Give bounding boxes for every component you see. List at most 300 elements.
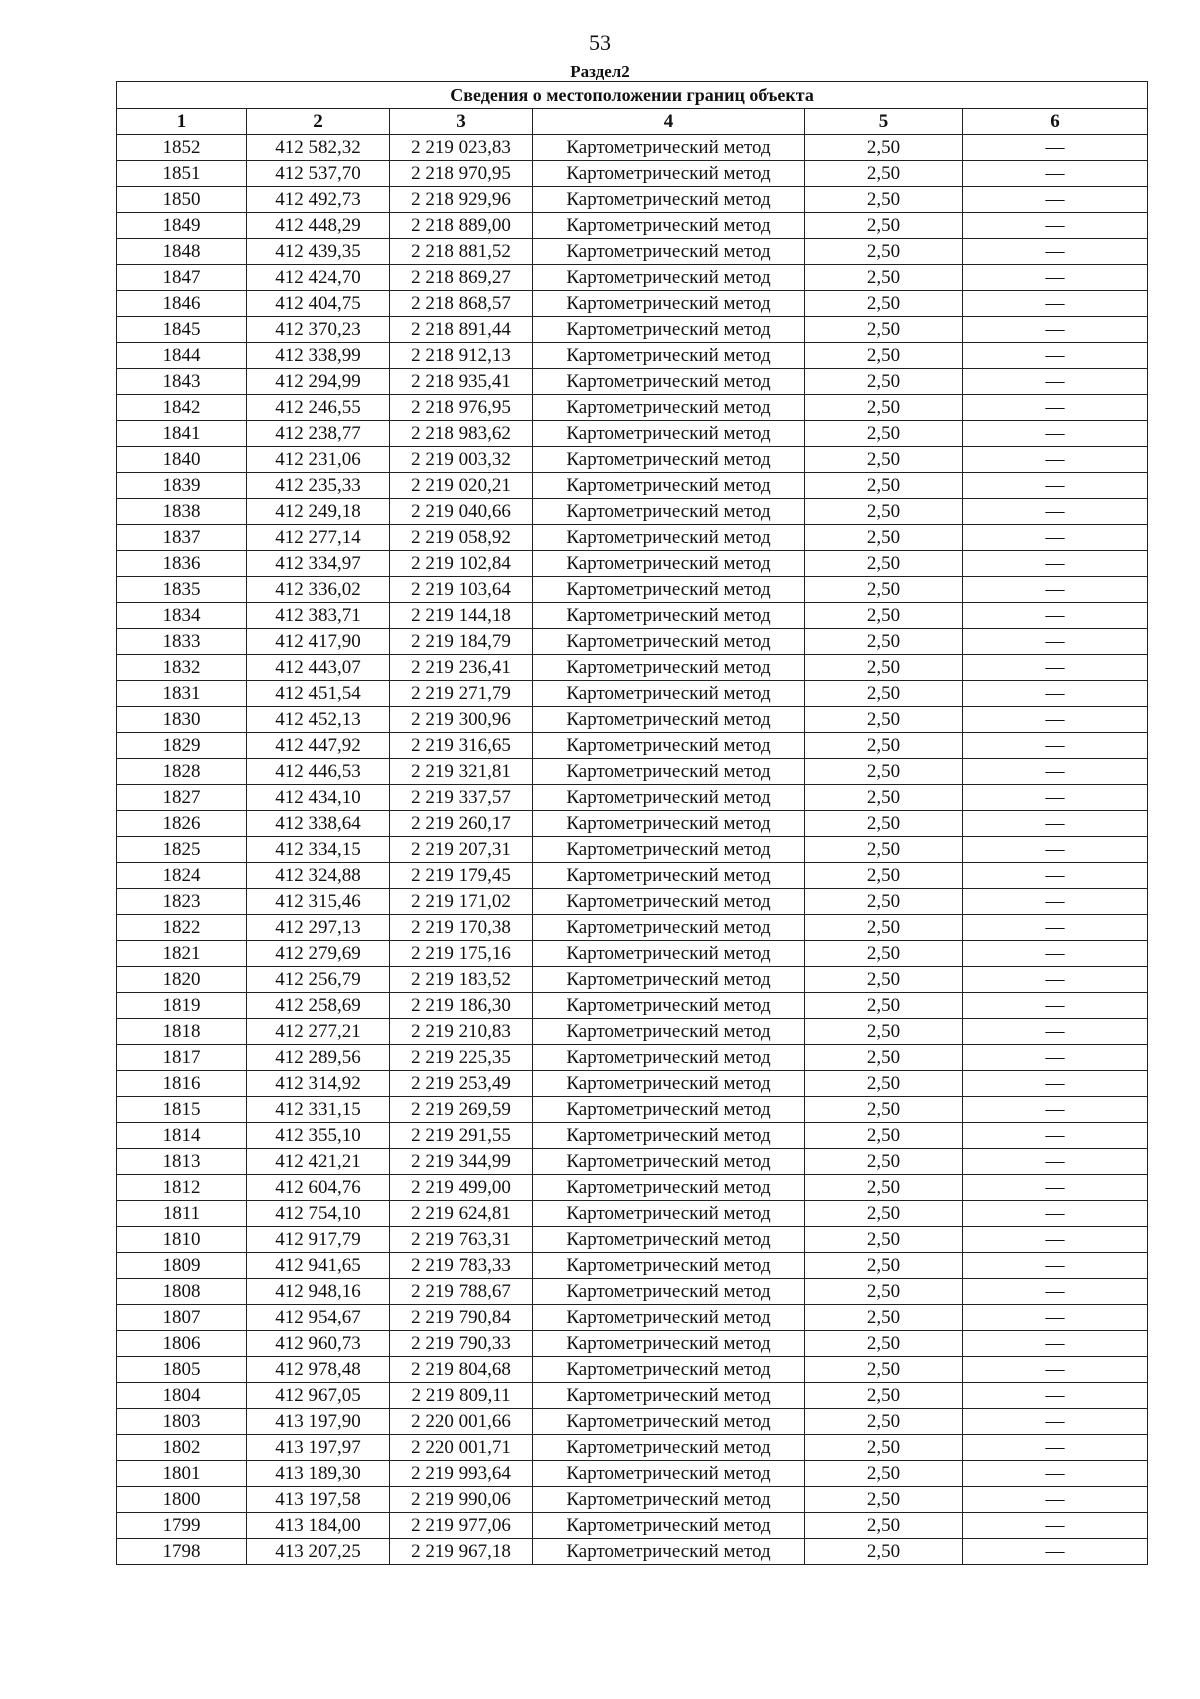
column-header: 6 bbox=[963, 109, 1148, 135]
x-coordinate-cell: 412 447,92 bbox=[247, 733, 390, 759]
method-cell: Картометрический метод bbox=[533, 1461, 805, 1487]
point-number-cell: 1826 bbox=[117, 811, 247, 837]
table-row bbox=[117, 1123, 1148, 1149]
method-cell: Картометрический метод bbox=[533, 1253, 805, 1279]
point-number-cell: 1805 bbox=[117, 1357, 247, 1383]
accuracy-cell: 2,50 bbox=[805, 733, 963, 759]
method-cell: Картометрический метод bbox=[533, 213, 805, 239]
y-coordinate-cell: 2 219 271,79 bbox=[390, 681, 533, 707]
point-number-cell: 1822 bbox=[117, 915, 247, 941]
method-cell: Картометрический метод bbox=[533, 967, 805, 993]
description-cell: — bbox=[963, 1331, 1148, 1357]
y-coordinate-cell: 2 219 253,49 bbox=[390, 1071, 533, 1097]
description-cell: — bbox=[963, 1071, 1148, 1097]
point-number-cell: 1800 bbox=[117, 1487, 247, 1513]
table-row bbox=[117, 1357, 1148, 1383]
x-coordinate-cell: 412 448,29 bbox=[247, 213, 390, 239]
point-number-cell: 1848 bbox=[117, 239, 247, 265]
table-row bbox=[117, 1227, 1148, 1253]
y-coordinate-cell: 2 218 881,52 bbox=[390, 239, 533, 265]
x-coordinate-cell: 412 334,15 bbox=[247, 837, 390, 863]
x-coordinate-cell: 412 314,92 bbox=[247, 1071, 390, 1097]
y-coordinate-cell: 2 219 170,38 bbox=[390, 915, 533, 941]
accuracy-cell: 2,50 bbox=[805, 1461, 963, 1487]
point-number-cell: 1840 bbox=[117, 447, 247, 473]
table-row bbox=[117, 213, 1148, 239]
y-coordinate-cell: 2 219 790,33 bbox=[390, 1331, 533, 1357]
accuracy-cell: 2,50 bbox=[805, 447, 963, 473]
method-cell: Картометрический метод bbox=[533, 707, 805, 733]
method-cell: Картометрический метод bbox=[533, 369, 805, 395]
y-coordinate-cell: 2 219 499,00 bbox=[390, 1175, 533, 1201]
description-cell: — bbox=[963, 473, 1148, 499]
x-coordinate-cell: 412 231,06 bbox=[247, 447, 390, 473]
accuracy-cell: 2,50 bbox=[805, 993, 963, 1019]
method-cell: Картометрический метод bbox=[533, 785, 805, 811]
y-coordinate-cell: 2 218 868,57 bbox=[390, 291, 533, 317]
accuracy-cell: 2,50 bbox=[805, 343, 963, 369]
method-cell: Картометрический метод bbox=[533, 1409, 805, 1435]
table-row bbox=[117, 135, 1148, 161]
description-cell: — bbox=[963, 1383, 1148, 1409]
method-cell: Картометрический метод bbox=[533, 1305, 805, 1331]
y-coordinate-cell: 2 219 790,84 bbox=[390, 1305, 533, 1331]
point-number-cell: 1799 bbox=[117, 1513, 247, 1539]
x-coordinate-cell: 412 334,97 bbox=[247, 551, 390, 577]
y-coordinate-cell: 2 219 207,31 bbox=[390, 837, 533, 863]
description-cell: — bbox=[963, 499, 1148, 525]
point-number-cell: 1825 bbox=[117, 837, 247, 863]
method-cell: Картометрический метод bbox=[533, 889, 805, 915]
point-number-cell: 1814 bbox=[117, 1123, 247, 1149]
x-coordinate-cell: 412 967,05 bbox=[247, 1383, 390, 1409]
description-cell: — bbox=[963, 707, 1148, 733]
point-number-cell: 1849 bbox=[117, 213, 247, 239]
accuracy-cell: 2,50 bbox=[805, 577, 963, 603]
method-cell: Картометрический метод bbox=[533, 1097, 805, 1123]
point-number-cell: 1828 bbox=[117, 759, 247, 785]
table-row bbox=[117, 967, 1148, 993]
accuracy-cell: 2,50 bbox=[805, 1175, 963, 1201]
y-coordinate-cell: 2 219 183,52 bbox=[390, 967, 533, 993]
method-cell: Картометрический метод bbox=[533, 525, 805, 551]
method-cell: Картометрический метод bbox=[533, 1045, 805, 1071]
y-coordinate-cell: 2 218 935,41 bbox=[390, 369, 533, 395]
y-coordinate-cell: 2 219 990,06 bbox=[390, 1487, 533, 1513]
y-coordinate-cell: 2 219 184,79 bbox=[390, 629, 533, 655]
x-coordinate-cell: 413 197,97 bbox=[247, 1435, 390, 1461]
x-coordinate-cell: 412 279,69 bbox=[247, 941, 390, 967]
x-coordinate-cell: 412 235,33 bbox=[247, 473, 390, 499]
x-coordinate-cell: 412 404,75 bbox=[247, 291, 390, 317]
point-number-cell: 1815 bbox=[117, 1097, 247, 1123]
table-row bbox=[117, 265, 1148, 291]
y-coordinate-cell: 2 219 020,21 bbox=[390, 473, 533, 499]
method-cell: Картометрический метод bbox=[533, 317, 805, 343]
description-cell: — bbox=[963, 577, 1148, 603]
method-cell: Картометрический метод bbox=[533, 187, 805, 213]
y-coordinate-cell: 2 219 144,18 bbox=[390, 603, 533, 629]
method-cell: Картометрический метод bbox=[533, 811, 805, 837]
y-coordinate-cell: 2 219 788,67 bbox=[390, 1279, 533, 1305]
x-coordinate-cell: 412 324,88 bbox=[247, 863, 390, 889]
description-cell: — bbox=[963, 1019, 1148, 1045]
point-number-cell: 1833 bbox=[117, 629, 247, 655]
accuracy-cell: 2,50 bbox=[805, 213, 963, 239]
x-coordinate-cell: 412 338,64 bbox=[247, 811, 390, 837]
x-coordinate-cell: 412 417,90 bbox=[247, 629, 390, 655]
table-row bbox=[117, 1071, 1148, 1097]
x-coordinate-cell: 412 492,73 bbox=[247, 187, 390, 213]
x-coordinate-cell: 412 446,53 bbox=[247, 759, 390, 785]
method-cell: Картометрический метод bbox=[533, 577, 805, 603]
x-coordinate-cell: 412 978,48 bbox=[247, 1357, 390, 1383]
y-coordinate-cell: 2 219 291,55 bbox=[390, 1123, 533, 1149]
accuracy-cell: 2,50 bbox=[805, 1435, 963, 1461]
description-cell: — bbox=[963, 759, 1148, 785]
section-label: Раздел2 bbox=[570, 62, 630, 81]
y-coordinate-cell: 2 219 809,11 bbox=[390, 1383, 533, 1409]
y-coordinate-cell: 2 219 316,65 bbox=[390, 733, 533, 759]
accuracy-cell: 2,50 bbox=[805, 629, 963, 655]
y-coordinate-cell: 2 219 321,81 bbox=[390, 759, 533, 785]
x-coordinate-cell: 412 289,56 bbox=[247, 1045, 390, 1071]
description-cell: — bbox=[963, 239, 1148, 265]
point-number-cell: 1846 bbox=[117, 291, 247, 317]
description-cell: — bbox=[963, 1539, 1148, 1565]
x-coordinate-cell: 412 256,79 bbox=[247, 967, 390, 993]
table-row bbox=[117, 889, 1148, 915]
x-coordinate-cell: 413 197,58 bbox=[247, 1487, 390, 1513]
y-coordinate-cell: 2 219 337,57 bbox=[390, 785, 533, 811]
method-cell: Картометрический метод bbox=[533, 1539, 805, 1565]
description-cell: — bbox=[963, 811, 1148, 837]
x-coordinate-cell: 412 421,21 bbox=[247, 1149, 390, 1175]
description-cell: — bbox=[963, 967, 1148, 993]
table-row bbox=[117, 291, 1148, 317]
table-title: Сведения о местоположении границ объекта bbox=[117, 82, 1148, 109]
accuracy-cell: 2,50 bbox=[805, 1019, 963, 1045]
method-cell: Картометрический метод bbox=[533, 291, 805, 317]
method-cell: Картометрический метод bbox=[533, 1435, 805, 1461]
y-coordinate-cell: 2 219 003,32 bbox=[390, 447, 533, 473]
accuracy-cell: 2,50 bbox=[805, 967, 963, 993]
y-coordinate-cell: 2 219 804,68 bbox=[390, 1357, 533, 1383]
y-coordinate-cell: 2 219 186,30 bbox=[390, 993, 533, 1019]
description-cell: — bbox=[963, 941, 1148, 967]
description-cell: — bbox=[963, 1461, 1148, 1487]
table-row bbox=[117, 811, 1148, 837]
table-row bbox=[117, 1149, 1148, 1175]
point-number-cell: 1837 bbox=[117, 525, 247, 551]
y-coordinate-cell: 2 219 058,92 bbox=[390, 525, 533, 551]
description-cell: — bbox=[963, 1357, 1148, 1383]
description-cell: — bbox=[963, 1279, 1148, 1305]
point-number-cell: 1816 bbox=[117, 1071, 247, 1097]
method-cell: Картометрический метод bbox=[533, 1201, 805, 1227]
accuracy-cell: 2,50 bbox=[805, 811, 963, 837]
table-row bbox=[117, 733, 1148, 759]
method-cell: Картометрический метод bbox=[533, 551, 805, 577]
table-row bbox=[117, 1045, 1148, 1071]
column-header: 3 bbox=[390, 109, 533, 135]
method-cell: Картометрический метод bbox=[533, 1331, 805, 1357]
table-row bbox=[117, 343, 1148, 369]
description-cell: — bbox=[963, 395, 1148, 421]
table-row bbox=[117, 941, 1148, 967]
description-cell: — bbox=[963, 161, 1148, 187]
table-row bbox=[117, 369, 1148, 395]
method-cell: Картометрический метод bbox=[533, 1279, 805, 1305]
x-coordinate-cell: 412 537,70 bbox=[247, 161, 390, 187]
table-title-row bbox=[117, 82, 1148, 109]
method-cell: Картометрический метод bbox=[533, 1019, 805, 1045]
column-header: 5 bbox=[805, 109, 963, 135]
point-number-cell: 1813 bbox=[117, 1149, 247, 1175]
y-coordinate-cell: 2 219 236,41 bbox=[390, 655, 533, 681]
point-number-cell: 1852 bbox=[117, 135, 247, 161]
description-cell: — bbox=[963, 343, 1148, 369]
point-number-cell: 1844 bbox=[117, 343, 247, 369]
x-coordinate-cell: 413 207,25 bbox=[247, 1539, 390, 1565]
point-number-cell: 1843 bbox=[117, 369, 247, 395]
x-coordinate-cell: 413 189,30 bbox=[247, 1461, 390, 1487]
table-row bbox=[117, 837, 1148, 863]
y-coordinate-cell: 2 219 175,16 bbox=[390, 941, 533, 967]
description-cell: — bbox=[963, 889, 1148, 915]
table-row bbox=[117, 447, 1148, 473]
point-number-cell: 1807 bbox=[117, 1305, 247, 1331]
table-row bbox=[117, 603, 1148, 629]
y-coordinate-cell: 2 219 300,96 bbox=[390, 707, 533, 733]
point-number-cell: 1820 bbox=[117, 967, 247, 993]
table-row bbox=[117, 1305, 1148, 1331]
table-row bbox=[117, 551, 1148, 577]
table-row bbox=[117, 1253, 1148, 1279]
accuracy-cell: 2,50 bbox=[805, 681, 963, 707]
y-coordinate-cell: 2 219 103,64 bbox=[390, 577, 533, 603]
table-row bbox=[117, 1435, 1148, 1461]
table-row bbox=[117, 1487, 1148, 1513]
x-coordinate-cell: 412 582,32 bbox=[247, 135, 390, 161]
point-number-cell: 1830 bbox=[117, 707, 247, 733]
point-number-cell: 1851 bbox=[117, 161, 247, 187]
table-row bbox=[117, 525, 1148, 551]
method-cell: Картометрический метод bbox=[533, 1149, 805, 1175]
y-coordinate-cell: 2 220 001,71 bbox=[390, 1435, 533, 1461]
table-row bbox=[117, 759, 1148, 785]
y-coordinate-cell: 2 218 976,95 bbox=[390, 395, 533, 421]
method-cell: Картометрический метод bbox=[533, 239, 805, 265]
description-cell: — bbox=[963, 1487, 1148, 1513]
x-coordinate-cell: 412 424,70 bbox=[247, 265, 390, 291]
table-row bbox=[117, 1097, 1148, 1123]
y-coordinate-cell: 2 218 929,96 bbox=[390, 187, 533, 213]
method-cell: Картометрический метод bbox=[533, 135, 805, 161]
description-cell: — bbox=[963, 1123, 1148, 1149]
accuracy-cell: 2,50 bbox=[805, 1305, 963, 1331]
accuracy-cell: 2,50 bbox=[805, 239, 963, 265]
table-row bbox=[117, 863, 1148, 889]
method-cell: Картометрический метод bbox=[533, 421, 805, 447]
table-row bbox=[117, 395, 1148, 421]
x-coordinate-cell: 412 954,67 bbox=[247, 1305, 390, 1331]
description-cell: — bbox=[963, 785, 1148, 811]
description-cell: — bbox=[963, 317, 1148, 343]
x-coordinate-cell: 412 338,99 bbox=[247, 343, 390, 369]
description-cell: — bbox=[963, 1149, 1148, 1175]
description-cell: — bbox=[963, 603, 1148, 629]
description-cell: — bbox=[963, 187, 1148, 213]
point-number-cell: 1802 bbox=[117, 1435, 247, 1461]
x-coordinate-cell: 412 246,55 bbox=[247, 395, 390, 421]
x-coordinate-cell: 412 917,79 bbox=[247, 1227, 390, 1253]
method-cell: Картометрический метод bbox=[533, 1513, 805, 1539]
table-row bbox=[117, 473, 1148, 499]
description-cell: — bbox=[963, 1305, 1148, 1331]
accuracy-cell: 2,50 bbox=[805, 421, 963, 447]
description-cell: — bbox=[963, 265, 1148, 291]
method-cell: Картометрический метод bbox=[533, 1357, 805, 1383]
method-cell: Картометрический метод bbox=[533, 1383, 805, 1409]
method-cell: Картометрический метод bbox=[533, 837, 805, 863]
description-cell: — bbox=[963, 369, 1148, 395]
table-row bbox=[117, 993, 1148, 1019]
description-cell: — bbox=[963, 1435, 1148, 1461]
method-cell: Картометрический метод bbox=[533, 941, 805, 967]
y-coordinate-cell: 2 219 023,83 bbox=[390, 135, 533, 161]
description-cell: — bbox=[963, 1097, 1148, 1123]
point-number-cell: 1832 bbox=[117, 655, 247, 681]
x-coordinate-cell: 412 948,16 bbox=[247, 1279, 390, 1305]
description-cell: — bbox=[963, 993, 1148, 1019]
point-number-cell: 1810 bbox=[117, 1227, 247, 1253]
column-header: 1 bbox=[117, 109, 247, 135]
description-cell: — bbox=[963, 629, 1148, 655]
table-row bbox=[117, 1175, 1148, 1201]
y-coordinate-cell: 2 219 102,84 bbox=[390, 551, 533, 577]
accuracy-cell: 2,50 bbox=[805, 1123, 963, 1149]
accuracy-cell: 2,50 bbox=[805, 889, 963, 915]
accuracy-cell: 2,50 bbox=[805, 1097, 963, 1123]
table-row bbox=[117, 161, 1148, 187]
accuracy-cell: 2,50 bbox=[805, 837, 963, 863]
method-cell: Картометрический метод bbox=[533, 473, 805, 499]
accuracy-cell: 2,50 bbox=[805, 1331, 963, 1357]
accuracy-cell: 2,50 bbox=[805, 1149, 963, 1175]
accuracy-cell: 2,50 bbox=[805, 525, 963, 551]
point-number-cell: 1823 bbox=[117, 889, 247, 915]
y-coordinate-cell: 2 219 260,17 bbox=[390, 811, 533, 837]
accuracy-cell: 2,50 bbox=[805, 603, 963, 629]
accuracy-cell: 2,50 bbox=[805, 551, 963, 577]
point-number-cell: 1842 bbox=[117, 395, 247, 421]
method-cell: Картометрический метод bbox=[533, 499, 805, 525]
description-cell: — bbox=[963, 863, 1148, 889]
description-cell: — bbox=[963, 837, 1148, 863]
point-number-cell: 1845 bbox=[117, 317, 247, 343]
point-number-cell: 1831 bbox=[117, 681, 247, 707]
y-coordinate-cell: 2 219 225,35 bbox=[390, 1045, 533, 1071]
x-coordinate-cell: 412 355,10 bbox=[247, 1123, 390, 1149]
table-row bbox=[117, 915, 1148, 941]
description-cell: — bbox=[963, 1227, 1148, 1253]
x-coordinate-cell: 412 754,10 bbox=[247, 1201, 390, 1227]
accuracy-cell: 2,50 bbox=[805, 1201, 963, 1227]
method-cell: Картометрический метод bbox=[533, 1175, 805, 1201]
y-coordinate-cell: 2 219 179,45 bbox=[390, 863, 533, 889]
y-coordinate-cell: 2 218 983,62 bbox=[390, 421, 533, 447]
y-coordinate-cell: 2 219 344,99 bbox=[390, 1149, 533, 1175]
accuracy-cell: 2,50 bbox=[805, 1279, 963, 1305]
accuracy-cell: 2,50 bbox=[805, 369, 963, 395]
y-coordinate-cell: 2 220 001,66 bbox=[390, 1409, 533, 1435]
y-coordinate-cell: 2 218 869,27 bbox=[390, 265, 533, 291]
x-coordinate-cell: 412 297,13 bbox=[247, 915, 390, 941]
point-number-cell: 1806 bbox=[117, 1331, 247, 1357]
table-body bbox=[117, 135, 1148, 1565]
table-row bbox=[117, 655, 1148, 681]
method-cell: Картометрический метод bbox=[533, 733, 805, 759]
point-number-cell: 1838 bbox=[117, 499, 247, 525]
description-cell: — bbox=[963, 135, 1148, 161]
accuracy-cell: 2,50 bbox=[805, 395, 963, 421]
accuracy-cell: 2,50 bbox=[805, 1383, 963, 1409]
description-cell: — bbox=[963, 421, 1148, 447]
accuracy-cell: 2,50 bbox=[805, 1487, 963, 1513]
point-number-cell: 1819 bbox=[117, 993, 247, 1019]
table-row bbox=[117, 1331, 1148, 1357]
y-coordinate-cell: 2 219 624,81 bbox=[390, 1201, 533, 1227]
point-number-cell: 1824 bbox=[117, 863, 247, 889]
y-coordinate-cell: 2 219 967,18 bbox=[390, 1539, 533, 1565]
method-cell: Картометрический метод bbox=[533, 603, 805, 629]
x-coordinate-cell: 413 197,90 bbox=[247, 1409, 390, 1435]
accuracy-cell: 2,50 bbox=[805, 941, 963, 967]
description-cell: — bbox=[963, 1409, 1148, 1435]
table-row bbox=[117, 681, 1148, 707]
point-number-cell: 1841 bbox=[117, 421, 247, 447]
x-coordinate-cell: 412 238,77 bbox=[247, 421, 390, 447]
x-coordinate-cell: 412 452,13 bbox=[247, 707, 390, 733]
y-coordinate-cell: 2 219 977,06 bbox=[390, 1513, 533, 1539]
table-row bbox=[117, 499, 1148, 525]
description-cell: — bbox=[963, 447, 1148, 473]
accuracy-cell: 2,50 bbox=[805, 161, 963, 187]
method-cell: Картометрический метод bbox=[533, 1071, 805, 1097]
accuracy-cell: 2,50 bbox=[805, 1071, 963, 1097]
x-coordinate-cell: 412 315,46 bbox=[247, 889, 390, 915]
x-coordinate-cell: 412 336,02 bbox=[247, 577, 390, 603]
table-row bbox=[117, 577, 1148, 603]
method-cell: Картометрический метод bbox=[533, 993, 805, 1019]
description-cell: — bbox=[963, 1201, 1148, 1227]
accuracy-cell: 2,50 bbox=[805, 863, 963, 889]
x-coordinate-cell: 412 277,14 bbox=[247, 525, 390, 551]
table-row bbox=[117, 629, 1148, 655]
accuracy-cell: 2,50 bbox=[805, 473, 963, 499]
table-row bbox=[117, 239, 1148, 265]
table-row bbox=[117, 421, 1148, 447]
table-row bbox=[117, 1513, 1148, 1539]
table-row bbox=[117, 1201, 1148, 1227]
description-cell: — bbox=[963, 915, 1148, 941]
table-row bbox=[117, 317, 1148, 343]
method-cell: Картометрический метод bbox=[533, 1487, 805, 1513]
x-coordinate-cell: 412 370,23 bbox=[247, 317, 390, 343]
y-coordinate-cell: 2 219 993,64 bbox=[390, 1461, 533, 1487]
point-number-cell: 1803 bbox=[117, 1409, 247, 1435]
